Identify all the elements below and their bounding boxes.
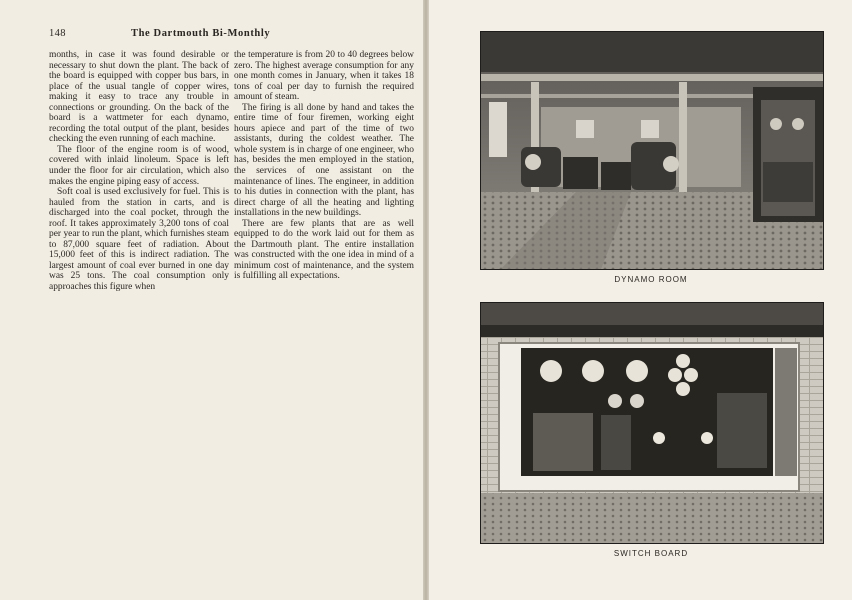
left-page xyxy=(0,0,425,600)
text-column-right xyxy=(234,50,414,282)
switch-board-illustration xyxy=(481,303,823,543)
paragraph: There are few plants that are as well equipped to do the work laid out for them as the Dartmouth plant. The entire installation was constructed with the one idea in mind of a minimum cost of maintenance, and the system is fulfilling all expectations. xyxy=(234,218,414,282)
dynamo-room-illustration xyxy=(481,32,823,269)
running-title: The Dartmouth Bi-Monthly xyxy=(131,28,271,39)
page-header xyxy=(49,28,414,40)
paragraph: The firing is all done by hand and takes the entire time of four firemen, working eight hours apiece and part of the time of two assistants, during the coldest weather. The whole system is in charge of one engineer, who has, besides the men employed in the station, the services of one assistant on the maintenance of lines. The engineer, in addition to his duties in connection with the plant, has direct charge of all the heating and lighting installations in the new buildings. xyxy=(234,102,414,219)
dynamo-room-photo xyxy=(480,31,824,270)
right-page xyxy=(429,0,852,600)
paragraph: months, in case it was found desirable or necessary to shut down the plant. The back of the board is equipped with copper bus bars, in place of the usual tangle of copper wires, making it easy to trace any trouble in connections or grounding. On the back of the board is a wattmeter for each dynamo, recording the total output of the plant, besides checking the even running of each machine. xyxy=(49,50,229,145)
photo-caption: DYNAMO ROOM xyxy=(614,275,688,284)
page-number: 148 xyxy=(49,28,66,39)
switch-board-photo xyxy=(480,302,824,544)
text-column-left xyxy=(49,50,229,293)
photo-caption: SWITCH BOARD xyxy=(613,549,689,558)
paragraph: the temperature is from 20 to 40 degrees below zero. The highest average consumption for any one month comes in January, when it takes 18 tons of coal per day to furnish the required amount of steam. xyxy=(234,50,414,103)
paragraph: Soft coal is used exclusively for fuel. This is hauled from the station in carts, and is discharged into the coal pocket, through the roof. It takes approximately 3,200 tons of coal per year to run the plant, which furnishes steam to 87,000 square feet of radiation. About 15,000 feet of this is indirect radiation. The largest amount of coal ever burned in one day was 25 tons. The coal consumption only approaches this figure when xyxy=(49,187,229,293)
paragraph: The floor of the engine room is of wood, covered with inlaid linoleum. Space is left under the floor for air circulation, which also makes the engine piping easy of access. xyxy=(49,144,229,187)
